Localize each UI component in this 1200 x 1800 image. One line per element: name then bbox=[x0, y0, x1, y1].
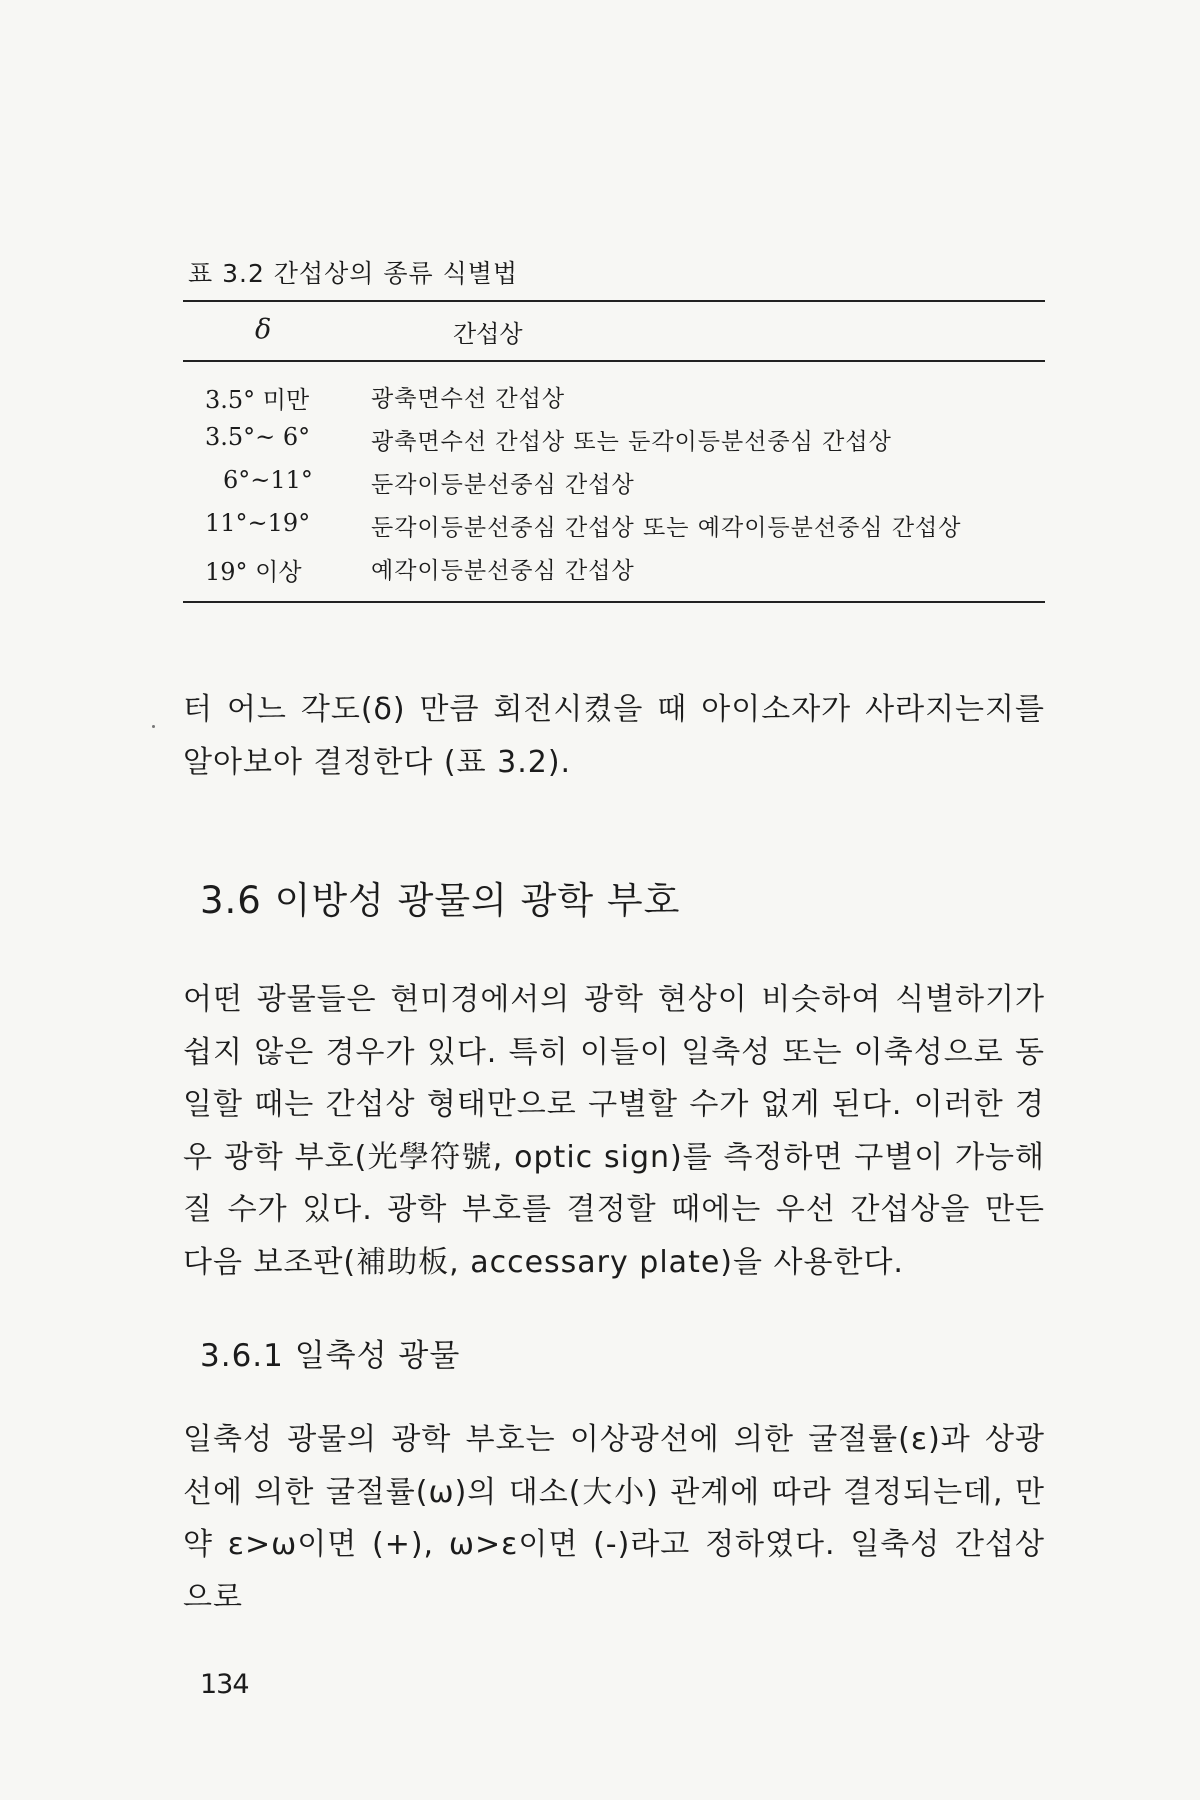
cell-figure: 예각이등분선중심 간섭상 bbox=[371, 558, 635, 584]
page-number: 134 bbox=[200, 1669, 249, 1700]
interference-figure-table bbox=[183, 300, 1045, 603]
cell-figure: 광축면수선 간섭상 bbox=[371, 386, 566, 412]
paragraph-text: 어떤 광물들은 현미경에서의 광학 현상이 비슷하여 식별하기가 쉽지 않은 경우가 있다. 특히 이들이 일축성 또는 이축성으로 동일할 때는 간섭상 형태만으로 구별할 수가 없게 된다. 이러한 경우 광학 부호(光學符號, optic sign)를 측정하면 구별이 가능해 질 수가 있다. 광학 부호를 결정할 때에는 우선 간섭상을 만든 다음 보조판(補助板, accessary plate)을 사용한다. bbox=[183, 982, 1045, 1280]
margin-mark bbox=[152, 725, 155, 728]
table-caption: 표 3.2 간섭상의 종류 식별법 bbox=[188, 259, 519, 288]
cell-range: 11°~19° bbox=[205, 509, 311, 537]
paragraph-optic-sign bbox=[183, 974, 1045, 1289]
header-delta: δ bbox=[255, 314, 272, 345]
header-interference-figure: 간섭상 bbox=[453, 320, 523, 348]
cell-figure: 둔각이등분선중심 간섭상 bbox=[371, 472, 635, 498]
paragraph-intro bbox=[183, 684, 1045, 789]
table-header bbox=[183, 302, 1045, 360]
table-row bbox=[183, 462, 1045, 505]
cell-figure: 둔각이등분선중심 간섭상 또는 예각이등분선중심 간섭상 bbox=[371, 515, 962, 541]
table-row bbox=[183, 419, 1045, 462]
table-row bbox=[183, 548, 1045, 591]
subsection-title: 3.6.1 일축성 광물 bbox=[200, 1338, 461, 1374]
cell-figure: 광축면수선 간섭상 또는 둔각이등분선중심 간섭상 bbox=[371, 429, 892, 455]
section-title: 3.6 이방성 광물의 광학 부호 bbox=[200, 879, 681, 922]
paragraph-uniaxial bbox=[183, 1414, 1045, 1624]
cell-range: 3.5° 미만 bbox=[205, 386, 310, 414]
table-bottom-rule bbox=[183, 601, 1045, 603]
cell-range: 3.5°~ 6° bbox=[205, 423, 311, 451]
table-row bbox=[183, 505, 1045, 548]
cell-range: 6°~11° bbox=[223, 466, 313, 494]
paragraph-text: 터 어느 각도(δ) 만큼 회전시켰을 때 아이소자가 사라지는지를 알아보아 결정한다 (표 3.2). bbox=[183, 692, 1045, 780]
paragraph-text: 일축성 광물의 광학 부호는 이상광선에 의한 굴절률(ε)과 상광선에 의한 굴절률(ω)의 대소(大小) 관계에 따라 결정되는데, 만약 ε>ω이면 (+), ω>ε이면 (-)라고 정하였다. 일축성 간섭상으로 bbox=[183, 1422, 1045, 1615]
table-body bbox=[183, 362, 1045, 601]
table-row bbox=[183, 376, 1045, 419]
cell-range: 19° 이상 bbox=[205, 558, 302, 586]
